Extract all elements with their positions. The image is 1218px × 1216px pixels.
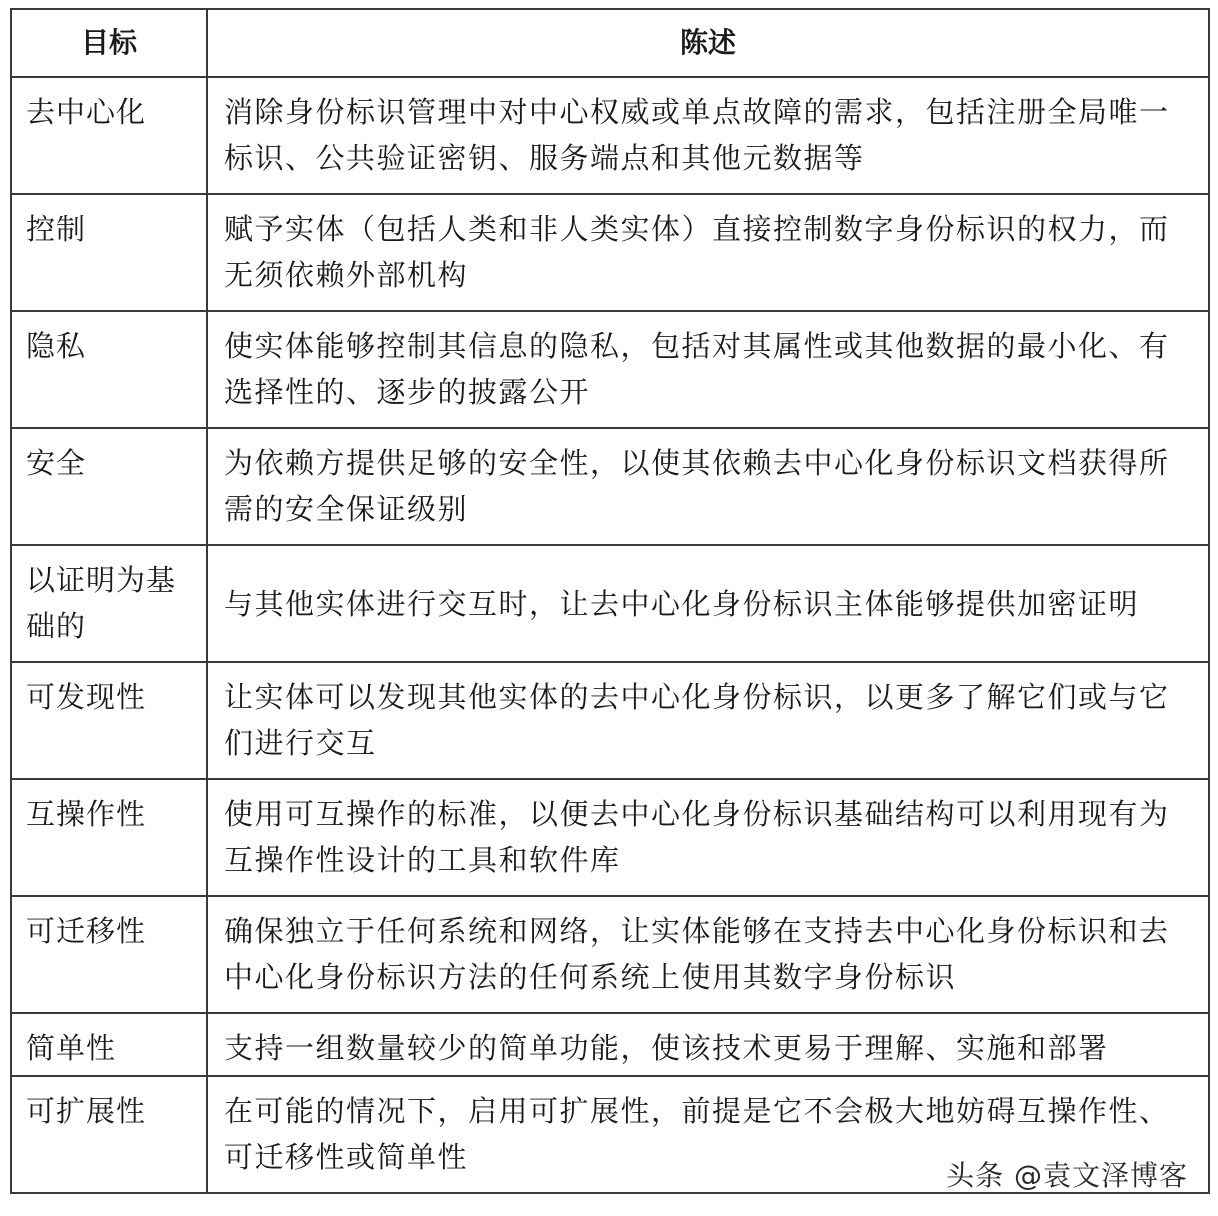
table-row: [11, 428, 1209, 545]
table-row: [11, 662, 1209, 779]
goals-table-container: [10, 8, 1208, 1194]
table-row: [11, 896, 1209, 1013]
row-goal: 互操作性: [11, 779, 207, 896]
watermark-text: 头条 @袁文泽博客: [946, 1159, 1188, 1192]
row-goal: 控制: [11, 194, 207, 311]
row-goal: 简单性: [11, 1013, 207, 1076]
table-row: [11, 779, 1209, 896]
table-row: [11, 1013, 1209, 1076]
row-description: 使用可互操作的标准，以便去中心化身份标识基础结构可以利用现有为互操作性设计的工具和软件库: [207, 779, 1209, 896]
row-goal: 可扩展性: [11, 1076, 207, 1193]
goals-table: [10, 8, 1210, 1194]
row-goal: 隐私: [11, 311, 207, 428]
table-row: [11, 311, 1209, 428]
row-goal: 可发现性: [11, 662, 207, 779]
table-row: [11, 77, 1209, 194]
table-header-row: [11, 9, 1209, 77]
row-description: 为依赖方提供足够的安全性，以使其依赖去中心化身份标识文档获得所需的安全保证级别: [207, 428, 1209, 545]
row-description: 赋予实体（包括人类和非人类实体）直接控制数字身份标识的权力，而无须依赖外部机构: [207, 194, 1209, 311]
row-goal: 去中心化: [11, 77, 207, 194]
row-goal: 以证明为基础的: [11, 545, 207, 662]
row-description: 支持一组数量较少的简单功能，使该技术更易于理解、实施和部署: [207, 1013, 1209, 1076]
row-goal: 安全: [11, 428, 207, 545]
header-description: 陈述: [207, 9, 1209, 77]
table-row: [11, 545, 1209, 662]
row-description: 让实体可以发现其他实体的去中心化身份标识，以更多了解它们或与它们进行交互: [207, 662, 1209, 779]
row-description: 与其他实体进行交互时，让去中心化身份标识主体能够提供加密证明: [207, 545, 1209, 662]
row-description: 使实体能够控制其信息的隐私，包括对其属性或其他数据的最小化、有选择性的、逐步的披露公开: [207, 311, 1209, 428]
row-goal: 可迁移性: [11, 896, 207, 1013]
table-row: [11, 194, 1209, 311]
row-description: 消除身份标识管理中对中心权威或单点故障的需求，包括注册全局唯一标识、公共验证密钥、服务端点和其他元数据等: [207, 77, 1209, 194]
row-description: 在可能的情况下，启用可扩展性，前提是它不会极大地妨碍互操作性、可迁移性或简单性: [207, 1076, 1209, 1193]
header-goal: 目标: [11, 9, 207, 77]
row-description: 确保独立于任何系统和网络，让实体能够在支持去中心化身份标识和去中心化身份标识方法的任何系统上使用其数字身份标识: [207, 896, 1209, 1013]
